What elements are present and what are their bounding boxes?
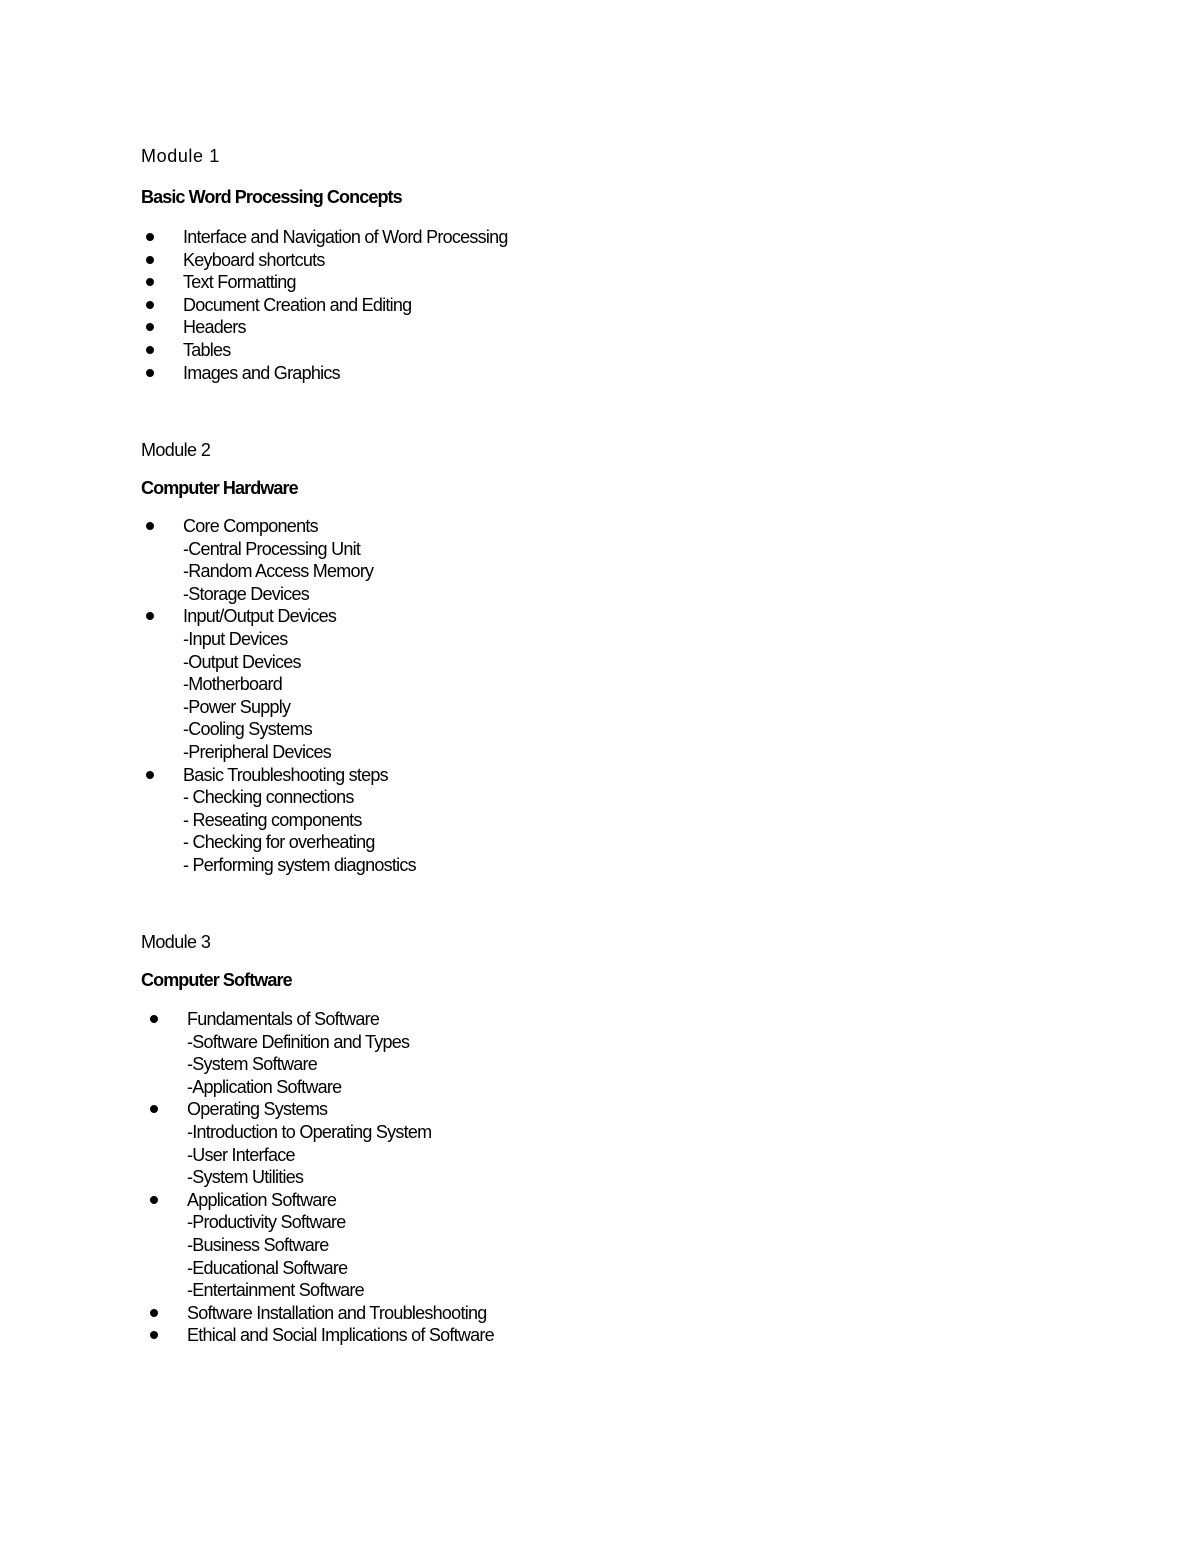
bullet-icon [150,1331,158,1339]
module-3-label: Module 3 [141,932,211,952]
module-2-topic-list [183,515,416,877]
list-item [187,1098,494,1188]
list-item [187,1008,494,1098]
topic-text: Core Components [183,516,318,536]
subtopic-text: -Storage Devices [183,583,310,604]
bullet-icon [146,256,154,264]
subtopic-text: -Business Software [187,1234,329,1255]
topic-text: Application Software [187,1189,337,1210]
topic-text: Images and Graphics [183,362,340,383]
subtopic-text: - Checking connections [183,787,354,808]
list-item [183,362,508,385]
subtopic-text: -System Utilities [187,1167,304,1188]
bullet-icon [146,522,154,530]
topic-text: Tables [183,339,231,360]
subtopic-text: -Educational Software [187,1257,348,1278]
bullet-icon [146,771,154,779]
list-item [183,515,416,605]
topic-text: Keyboard shortcuts [183,249,325,270]
list-item [183,249,508,272]
module-3-topic-list [187,1008,494,1347]
list-item [183,764,416,877]
bullet-icon [146,346,154,354]
module-3-heading: Computer Software [141,970,292,990]
subtopic-text: -User Interface [187,1144,295,1165]
subtopic-text: -Entertainment Software [187,1280,364,1301]
topic-text: Ethical and Social Implications of Software [187,1325,494,1346]
subtopic-text: -Introduction to Operating System [187,1121,432,1142]
bullet-icon [146,323,154,331]
subtopic-text: -Power Supply [183,696,291,717]
list-item [187,1302,494,1325]
bullet-icon [150,1105,158,1113]
list-item [183,339,508,362]
list-item [183,226,508,249]
topic-text: Software Installation and Troubleshooting [187,1302,487,1323]
bullet-icon [146,301,154,309]
list-item [187,1324,494,1347]
list-item [183,271,508,294]
subtopic-text: - Performing system diagnostics [183,854,416,875]
subtopic-text: -Random Access Memory [183,561,374,582]
bullet-icon [146,369,154,377]
topic-text: Basic Troubleshooting steps [183,764,388,785]
list-item [187,1189,494,1302]
module-2-heading: Computer Hardware [141,478,298,498]
topic-text: Document Creation and Editing [183,294,412,315]
list-item [183,316,508,339]
topic-text: Operating Systems [187,1099,328,1120]
subtopic-text: -Central Processing Unit [183,538,361,559]
subtopic-text: -Application Software [187,1076,342,1097]
module-1-topic-list [183,226,508,384]
bullet-icon [146,233,154,241]
subtopic-text: -Output Devices [183,651,301,672]
list-item [183,294,508,317]
topic-text: Input/Output Devices [183,606,337,627]
subtopic-text: -Productivity Software [187,1212,346,1233]
bullet-icon [150,1196,158,1204]
subtopic-text: - Checking for overheating [183,832,375,853]
module-1-heading: Basic Word Processing Concepts [141,187,402,207]
topic-text: Text Formatting [183,272,296,293]
topic-text: Fundamentals of Software [187,1009,380,1029]
bullet-icon [150,1015,158,1023]
subtopic-text: -Motherboard [183,674,283,695]
subtopic-text: -System Software [187,1054,318,1075]
topic-text: Headers [183,317,246,338]
subtopic-text: -Input Devices [183,628,288,649]
subtopic-text: -Software Definition and Types [187,1031,410,1052]
bullet-icon [150,1309,158,1317]
module-2-label: Module 2 [141,440,211,460]
module-1-label: Module 1 [141,146,220,166]
subtopic-text: -Preripheral Devices [183,741,332,762]
bullet-icon [146,278,154,286]
topic-text: Interface and Navigation of Word Processing [183,227,508,247]
subtopic-text: -Cooling Systems [183,719,313,740]
list-item [183,605,416,763]
bullet-icon [146,612,154,620]
subtopic-text: - Reseating components [183,809,362,830]
